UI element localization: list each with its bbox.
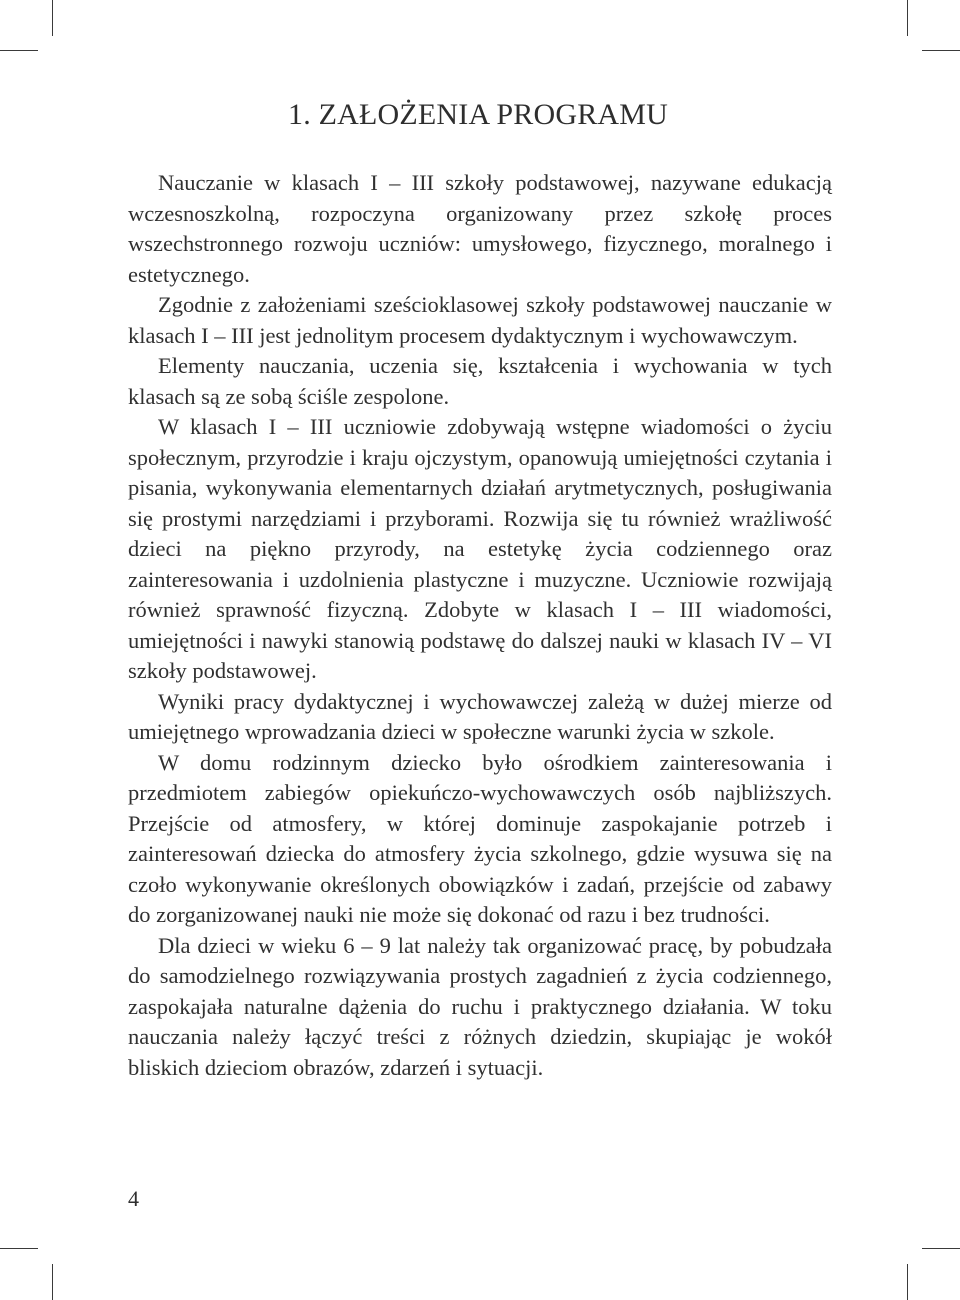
crop-mark-bottom-left-vertical [52, 1264, 53, 1300]
paragraph: Zgodnie z założeniami sześcioklasowej szkoły podstawowej nauczanie w klasach I – III jest jednolitym procesem dydaktycznym i wychowawczym. [128, 292, 832, 348]
paragraph: Nauczanie w klasach I – III szkoły podstawowej, nazywane edukacją wczesnoszkolną, rozpoczyna organizowany przez szkołę proces wszechstronnego rozwoju uczniów: umysłowego, fizycznego, moralnego i estetycznego. [128, 170, 832, 287]
paragraph: Wyniki pracy dydaktycznej i wychowawczej zależą w dużej mierze od umiejętnego wprowadzania dzieci w społeczne warunki życia w szkole. [128, 688, 832, 744]
crop-mark-bottom-right-vertical [907, 1264, 908, 1300]
page-number: 4 [128, 1186, 139, 1211]
body-text [128, 168, 832, 1083]
page-title: 1. ZAŁOŻENIA PROGRAMU [288, 98, 669, 131]
crop-mark-bottom-left-horizontal [0, 1248, 38, 1249]
paragraph: W klasach I – III uczniowie zdobywają wstępne wiadomości o życiu społecznym, przyrodzie i kraju ojczystym, opanowują umiejętności czytania i pisania, wykonywania elementarnych działań arytmetycznych, posługiwania się prostymi narzędziami i przyborami. Rozwija się tu również wrażliwość dzieci na piękno przyrody, na estetykę życia codziennego oraz zainteresowania i uzdolnienia plastyczne i muzyczne. Uczniowie rozwijają również sprawność fizyczną. Zdobyte w klasach I – III wiadomości, umiejętności i nawyki stanowią podstawę do dalszej nauki w klasach IV – VI szkoły podstawowej. [128, 414, 832, 683]
crop-mark-top-right-horizontal [922, 50, 960, 51]
crop-mark-bottom-right-horizontal [922, 1248, 960, 1249]
crop-mark-top-left-vertical [52, 0, 53, 36]
crop-mark-top-left-horizontal [0, 50, 38, 51]
paragraph: Dla dzieci w wieku 6 – 9 lat należy tak organizować pracę, by pobudzała do samodzielnego rozwiązywania prostych zagadnień z życia codziennego, zaspokajała naturalne dążenia do ruchu i praktycznego działania. W toku nauczania należy łączyć treści z różnych dziedzin, skupiając je wokół bliskich dzieciom obrazów, zdarzeń i sytuacji. [128, 932, 832, 1080]
crop-mark-top-right-vertical [907, 0, 908, 36]
paragraph: Elementy nauczania, uczenia się, kształcenia i wychowania w tych klasach są ze sobą ściśle zespolone. [128, 353, 832, 409]
paragraph: W domu rodzinnym dziecko było ośrodkiem zainteresowania i przedmiotem zabiegów opiekuńczo-wychowawczych osób najbliższych. Przejście od atmosfery, w której dominuje zaspokajanie potrzeb i zainteresowań dziecka do atmosfery życia szkolnego, gdzie wysuwa się na czoło wykonywanie określonych obowiązków i zadań, przejście od zabawy do zorganizowanej nauki nie może się dokonać od razu i bez trudności. [128, 749, 832, 927]
